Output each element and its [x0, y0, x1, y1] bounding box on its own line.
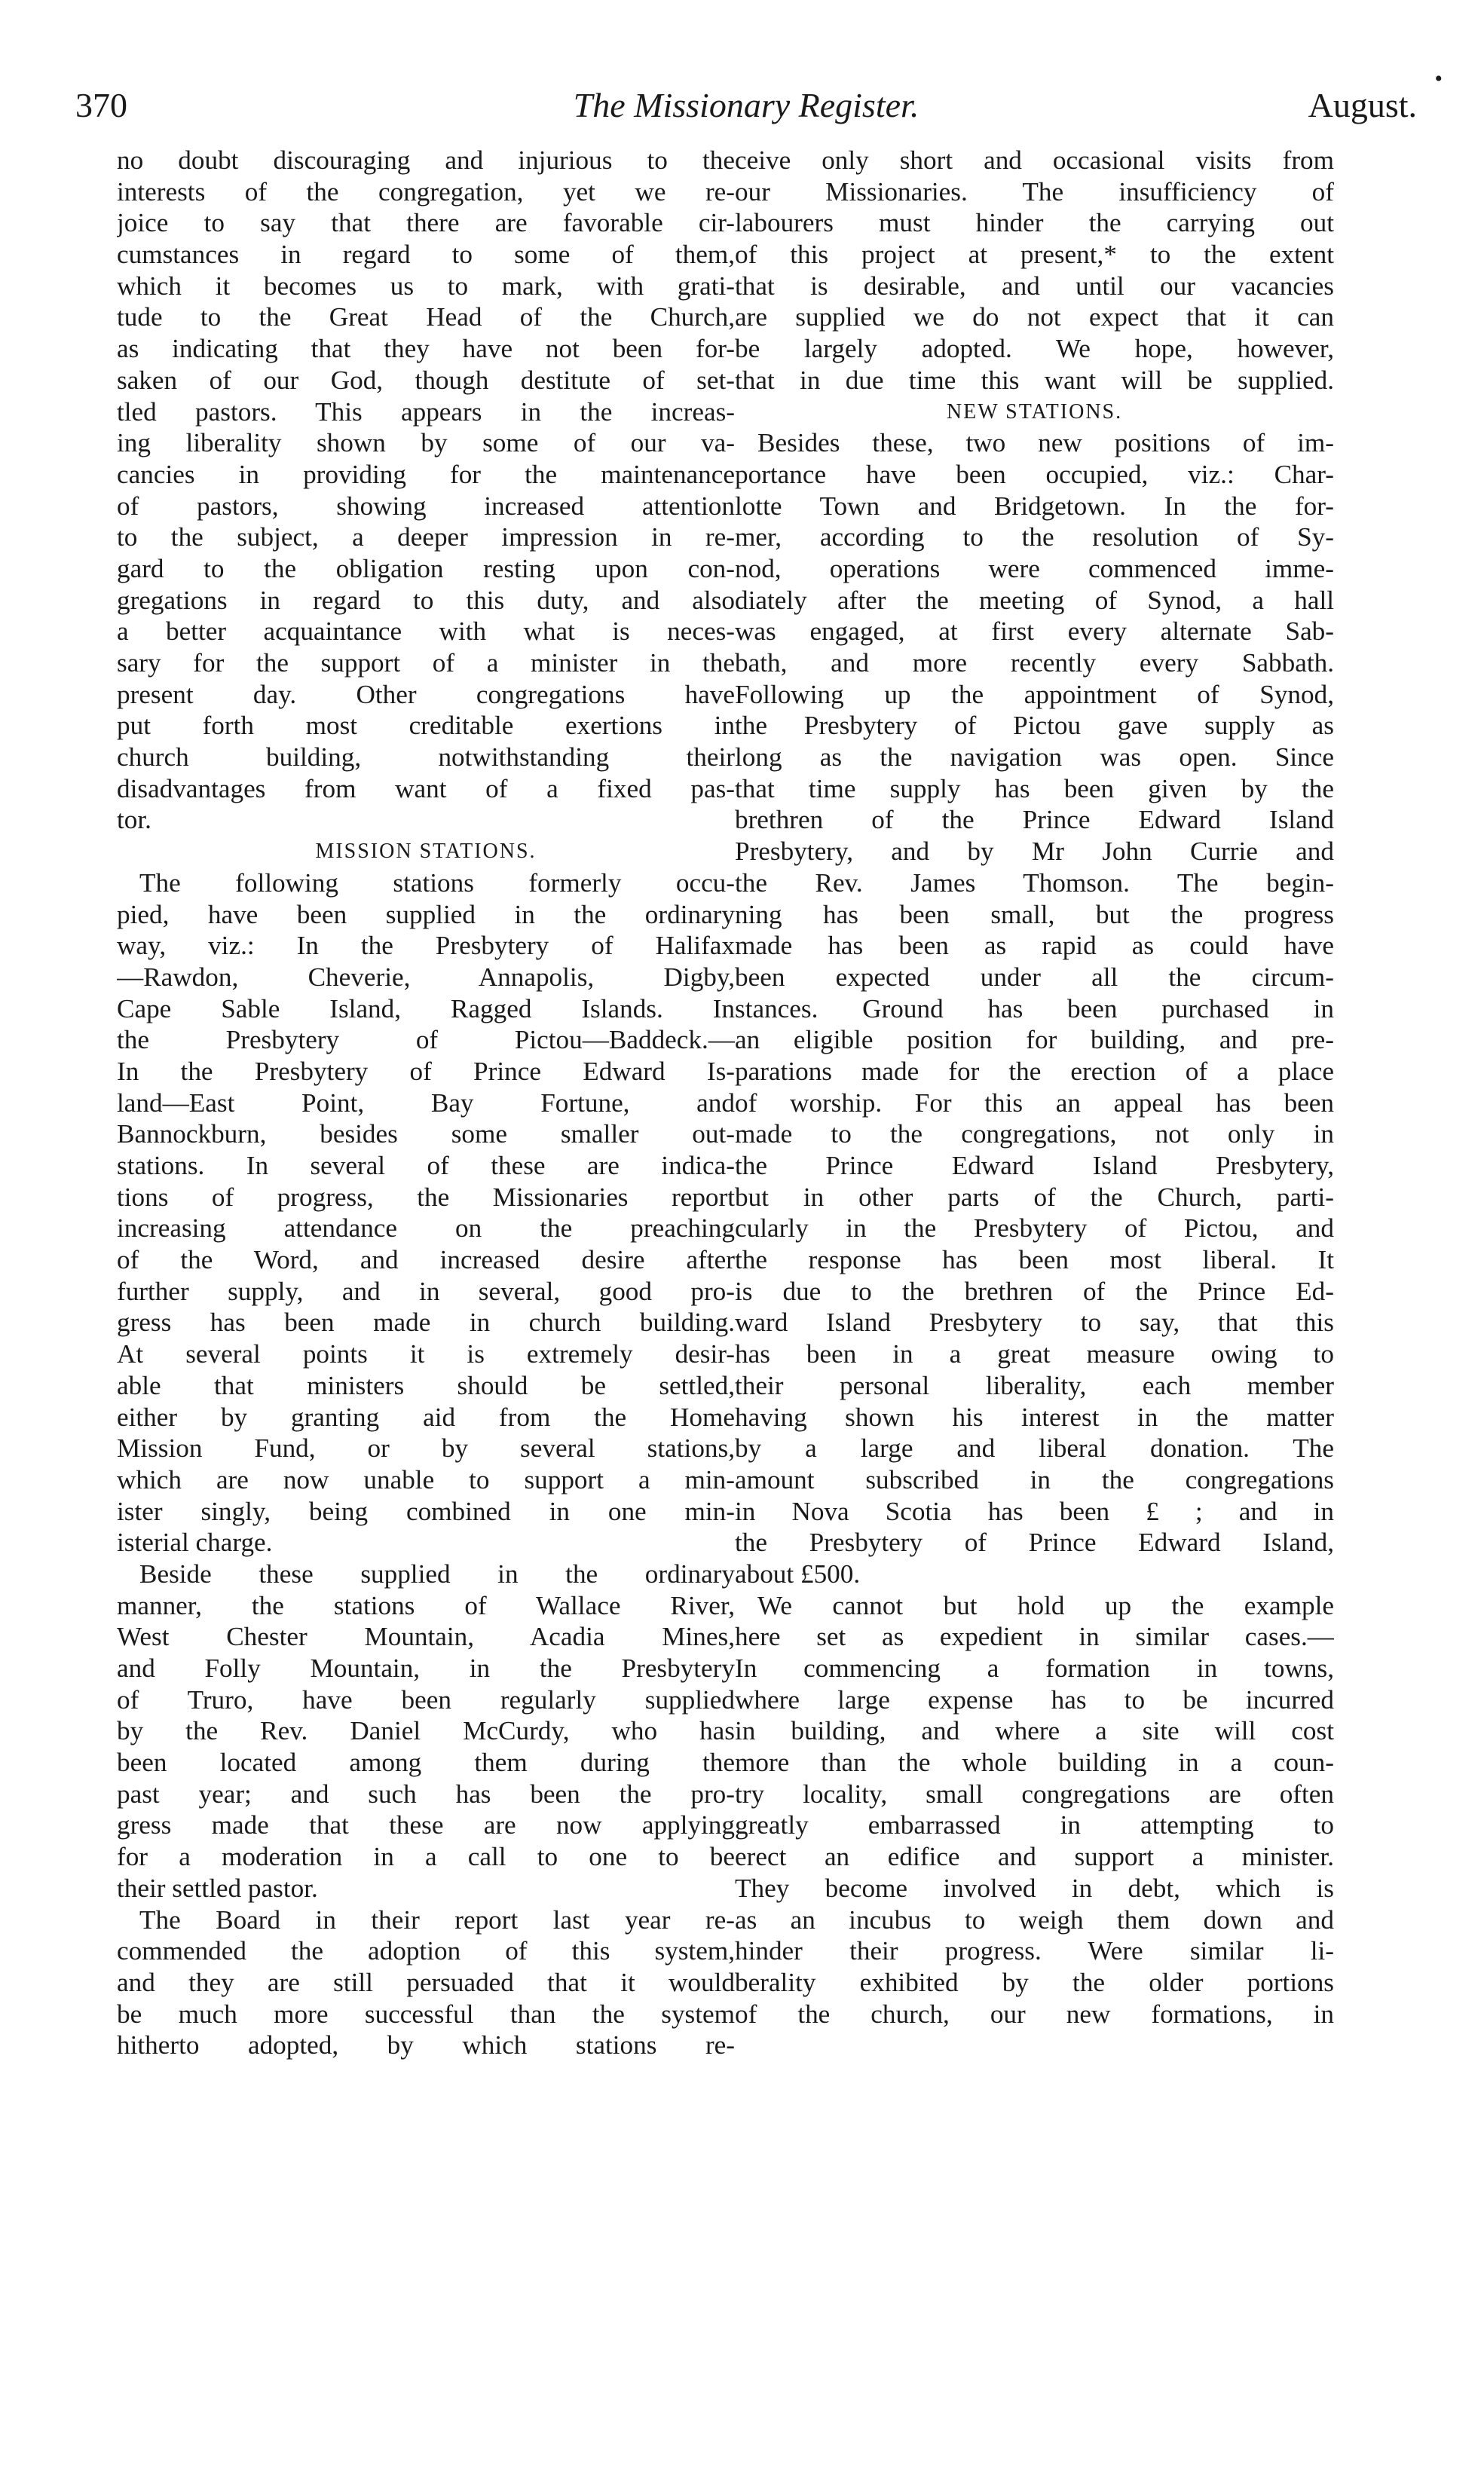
text-line: that is desirable, and until our vacancies: [735, 271, 1334, 301]
text-line: as an incubus to weigh them down and: [735, 1904, 1334, 1935]
text-line: put forth most creditable exertions in: [117, 711, 735, 741]
text-line: made has been as rapid as could have: [735, 931, 1334, 961]
text-line: cancies in providing for the maintenance: [117, 459, 735, 489]
text-line: stations. In several of these are indica-: [117, 1151, 735, 1180]
text-line: made to the congregations, not only in: [735, 1119, 1334, 1149]
text-line: In commencing a formation in towns,: [735, 1653, 1334, 1683]
text-line: Presbytery, and by Mr John Currie and: [735, 837, 1334, 867]
text-line: We cannot but hold up the example: [757, 1590, 1334, 1620]
text-line: of the Word, and increased desire after: [117, 1245, 735, 1275]
text-line: isterial charge.: [117, 1528, 273, 1558]
text-line: diately after the meeting of Synod, a hall: [735, 585, 1334, 615]
text-line: the Prince Edward Island Presbytery,: [735, 1151, 1334, 1180]
text-line: portance have been occupied, viz.: Char-: [735, 459, 1334, 489]
running-month: August.: [1308, 86, 1417, 124]
text-line: stances. Ground has been purchased in: [735, 993, 1334, 1023]
text-line: able that ministers should be settled,: [117, 1370, 735, 1400]
text-line: cularly in the Presbytery of Pictou, and: [735, 1213, 1334, 1244]
page-number: 370: [75, 86, 127, 124]
text-line: tled pastors. This appears in the increas-: [117, 396, 735, 427]
text-line: as indicating that they have not been for-: [117, 334, 735, 364]
text-line: greatly embarrassed in attempting to: [735, 1810, 1334, 1840]
text-line: berality exhibited by the older portions: [735, 1967, 1334, 1997]
text-line: having shown his interest in the matter: [735, 1402, 1334, 1432]
text-line: way, viz.: In the Presbytery of Halifax: [117, 931, 735, 961]
text-line: is due to the brethren of the Prince Ed-: [735, 1276, 1334, 1306]
text-line: has been in a great measure owing to: [735, 1339, 1334, 1369]
text-line: that time supply has been given by the: [735, 773, 1334, 803]
text-line: They become involved in debt, which is: [735, 1873, 1334, 1903]
text-line: ister singly, being combined in one min-: [117, 1496, 735, 1526]
section-heading: NEW STATIONS.: [946, 399, 1123, 424]
text-line: interests of the congregation, yet we re-: [117, 176, 735, 206]
text-line: our Missionaries. The insufficiency of: [735, 176, 1334, 206]
text-line: disadvantages from want of a fixed pas-: [117, 773, 735, 803]
left-column: [117, 145, 735, 2061]
text-line: cumstances in regard to some of them,: [117, 240, 735, 270]
text-line: increasing attendance on the preaching: [117, 1213, 735, 1244]
text-line: Following up the appointment of Synod,: [735, 679, 1334, 709]
text-line: gard to the obligation resting upon con-: [117, 553, 735, 583]
text-line: nod, operations were commenced imme-: [735, 553, 1334, 583]
text-line: which are now unable to support a min-: [117, 1464, 735, 1494]
text-line: In the Presbytery of Prince Edward Is-: [117, 1056, 735, 1086]
text-line: their personal liberality, each member: [735, 1370, 1334, 1400]
text-line: was engaged, at first every alternate Sab-: [735, 616, 1334, 647]
text-line: the Presbytery of Pictou—Baddeck.—: [117, 1025, 735, 1055]
text-line: in building, and where a site will cost: [735, 1716, 1334, 1746]
text-line: more than the whole building in a coun-: [735, 1748, 1334, 1778]
text-line: about £500.: [735, 1559, 861, 1589]
section-heading: MISSION STATIONS.: [315, 840, 537, 864]
text-line: been located among them during the: [117, 1748, 735, 1778]
text-line: joice to say that there are favorable cir-: [117, 208, 735, 238]
text-line: here set as expedient in similar cases.—: [735, 1622, 1334, 1652]
text-line: The Board in their report last year re-: [139, 1904, 735, 1935]
text-line: lotte Town and Bridgetown. In the for-: [735, 491, 1334, 521]
running-title: The Missionary Register.: [573, 86, 919, 124]
page-header: [75, 75, 1417, 136]
text-line: a better acquaintance with what is neces-: [117, 616, 735, 647]
text-line: mer, according to the resolution of Sy-: [735, 522, 1334, 552]
text-line: ning has been small, but the progress: [735, 899, 1334, 929]
text-line: the response has been most liberal. It: [735, 1245, 1334, 1275]
text-line: bath, and more recently every Sabbath.: [735, 648, 1334, 678]
text-line: are supplied we do not expect that it can: [735, 302, 1334, 332]
text-line: labourers must hinder the carrying out: [735, 208, 1334, 238]
right-column: [735, 145, 1334, 2030]
text-line: Besides these, two new positions of im-: [757, 428, 1334, 458]
text-line: present day. Other congregations have: [117, 679, 735, 709]
text-line: and they are still persuaded that it would: [117, 1967, 735, 1997]
text-line: —Rawdon, Cheverie, Annapolis, Digby,: [117, 962, 735, 992]
text-line: gress has been made in church building.: [117, 1308, 735, 1338]
text-line: of worship. For this an appeal has been: [735, 1088, 1334, 1118]
text-line: sary for the support of a minister in the: [117, 648, 735, 678]
text-line: the Presbytery of Pictou gave supply as: [735, 711, 1334, 741]
text-line: manner, the stations of Wallace River,: [117, 1590, 735, 1620]
text-line: no doubt discouraging and injurious to the: [117, 145, 735, 175]
text-line: ceive only short and occasional visits from: [735, 145, 1334, 175]
text-line: of this project at present,* to the extent: [735, 240, 1334, 270]
text-line: in Nova Scotia has been £ ; and in: [735, 1496, 1334, 1526]
text-line: their settled pastor.: [117, 1873, 318, 1903]
text-line: hitherto adopted, by which stations re-: [117, 2030, 735, 2060]
margin-mark: •: [1434, 66, 1443, 91]
text-line: Mission Fund, or by several stations,: [117, 1433, 735, 1464]
text-line: saken of our God, though destitute of set-: [117, 365, 735, 395]
text-line: to the subject, a deeper impression in re-: [117, 522, 735, 552]
text-line: be largely adopted. We hope, however,: [735, 334, 1334, 364]
text-line: past year; and such has been the pro-: [117, 1779, 735, 1809]
text-line: which it becomes us to mark, with grati-: [117, 271, 735, 301]
text-line: but in other parts of the Church, parti-: [735, 1182, 1334, 1212]
text-line: of pastors, showing increased attention: [117, 491, 735, 521]
text-line: an eligible position for building, and pre-: [735, 1025, 1334, 1055]
text-line: tude to the Great Head of the Church,: [117, 302, 735, 332]
text-line: ing liberality shown by some of our va-: [117, 428, 735, 458]
text-line: erect an edifice and support a minister.: [735, 1842, 1334, 1872]
text-line: and Folly Mountain, in the Presbytery: [117, 1653, 735, 1683]
text-line: of Truro, have been regularly supplied: [117, 1684, 735, 1715]
text-line: where large expense has to be incurred: [735, 1684, 1334, 1715]
text-line: commended the adoption of this system,: [117, 1936, 735, 1966]
text-line: that in due time this want will be supplied.: [735, 365, 1334, 395]
text-line: been expected under all the circum-: [735, 962, 1334, 992]
text-line: tions of progress, the Missionaries report: [117, 1182, 735, 1212]
text-line: land—East Point, Bay Fortune, and: [117, 1088, 735, 1118]
text-line: brethren of the Prince Edward Island: [735, 805, 1334, 835]
text-line: hinder their progress. Were similar li-: [735, 1936, 1334, 1966]
text-line: pied, have been supplied in the ordinary: [117, 899, 735, 929]
text-line: parations made for the erection of a place: [735, 1056, 1334, 1086]
text-line: long as the navigation was open. Since: [735, 742, 1334, 772]
text-line: either by granting aid from the Home: [117, 1402, 735, 1432]
text-line: The following stations formerly occu-: [139, 867, 735, 898]
text-line: Beside these supplied in the ordinary: [139, 1559, 735, 1589]
text-line: church building, notwithstanding their: [117, 742, 735, 772]
text-line: gregations in regard to this duty, and also: [117, 585, 735, 615]
text-line: the Presbytery of Prince Edward Island,: [735, 1528, 1334, 1558]
text-line: amount subscribed in the congregations: [735, 1464, 1334, 1494]
text-line: be much more successful than the system: [117, 1999, 735, 2029]
text-line: tor.: [117, 805, 151, 835]
text-line: by a large and liberal donation. The: [735, 1433, 1334, 1464]
text-line: further supply, and in several, good pro-: [117, 1276, 735, 1306]
text-line: West Chester Mountain, Acadia Mines,: [117, 1622, 735, 1652]
text-line: of the church, our new formations, in: [735, 1999, 1334, 2029]
text-line: Cape Sable Island, Ragged Islands. In: [117, 993, 735, 1023]
text-line: Bannockburn, besides some smaller out-: [117, 1119, 735, 1149]
text-line: At several points it is extremely desir-: [117, 1339, 735, 1369]
text-line: gress made that these are now applying: [117, 1810, 735, 1840]
text-line: for a moderation in a call to one to be: [117, 1842, 735, 1872]
text-line: by the Rev. Daniel McCurdy, who has: [117, 1716, 735, 1746]
text-line: the Rev. James Thomson. The begin-: [735, 867, 1334, 898]
text-line: try locality, small congregations are often: [735, 1779, 1334, 1809]
text-line: ward Island Presbytery to say, that this: [735, 1308, 1334, 1338]
